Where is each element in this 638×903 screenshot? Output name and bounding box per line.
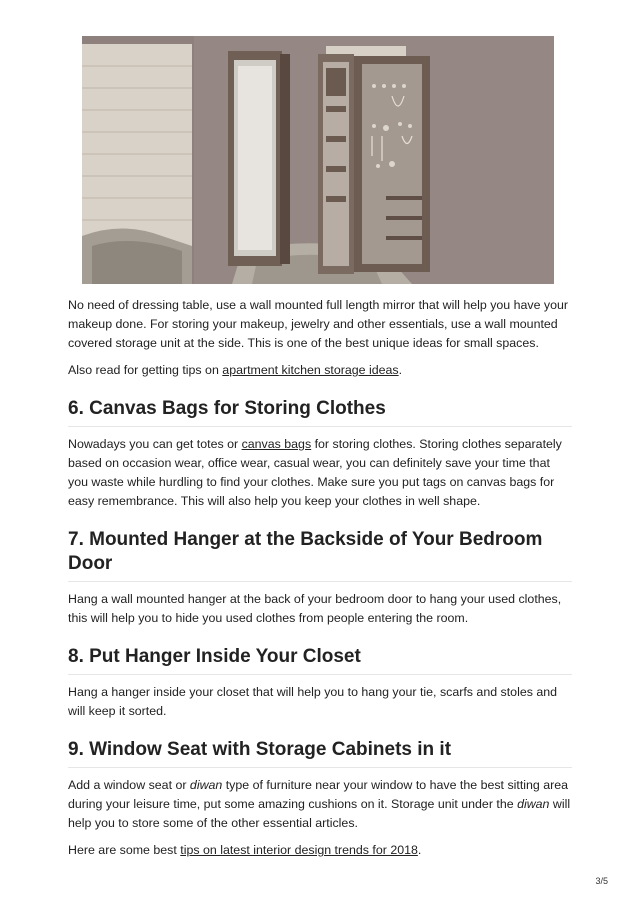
section-9-paragraph [68,776,572,833]
also-read-suffix: . [398,363,403,377]
article-content [68,296,572,860]
section-8-heading: 8. Put Hanger Inside Your Closet [68,646,361,667]
interior-design-trends-link[interactable]: tips on latest interior design trends for 2018 [180,843,418,857]
section-9-text-1: Add a window seat or [68,778,190,792]
outro-prefix: Here are some best [68,843,181,857]
section-9-text-3: will help you to store some of the other essential articles. [68,797,571,830]
mirror-cabinet-photo [82,36,554,284]
intro-text: No need of dressing table, use a wall mounted full length mirror that will help you have your makeup done. For storing your makeup, jewelry and other essentials, use a wall mounted covered storage unit at the side. This is one of the best unique ideas for small spaces. [68,298,569,350]
section-6-paragraph [68,435,572,511]
diwan-emphasis-1: diwan [189,778,223,792]
section-7-header [68,528,572,582]
diwan-emphasis-2: diwan [517,797,550,811]
also-read-prefix: Also read for getting tips on [68,363,223,377]
section-8-paragraph: Hang a hanger inside your closet that will help you to hang your tie, scarfs and stoles and will keep it sorted. [68,685,558,718]
section-9-text-2: type of furniture near your window to have the best sitting area during your leisure time, put some amazing cushions on it. Storage unit under the [68,778,569,811]
section-8-header [68,645,572,675]
section-9-header [68,738,572,768]
section-6-heading: 6. Canvas Bags for Storing Clothes [68,398,386,419]
section-7-heading: 7. Mounted Hanger at the Backside of Your Bedroom Door [68,529,543,574]
page-number: 3/5 [595,876,608,886]
also-read-paragraph [68,361,572,380]
canvas-bags-link[interactable]: canvas bags [241,437,312,451]
intro-paragraph [68,296,572,353]
section-7-paragraph: Hang a wall mounted hanger at the back of your bedroom door to hang your used clothes, this will help you to hide you used clothes from people entering the room. [68,592,562,625]
apartment-kitchen-storage-link[interactable]: apartment kitchen storage ideas [222,363,399,377]
section-6-header [68,397,572,427]
section-9-heading: 9. Window Seat with Storage Cabinets in it [68,739,452,760]
outro-paragraph [68,841,572,860]
section-6-text-suffix: for storing clothes. Storing clothes separately based on occasion wear, office wear, casual wear, you can definitely save your time that you waste while hurdling to find your clothes. Make sure you put tags on canvas bags for easy remembrance. This will also help you keep your clothes in well shape. [68,437,562,508]
outro-suffix: . [417,843,422,857]
section-6-text-prefix: Nowadays you can get totes or [68,437,242,451]
